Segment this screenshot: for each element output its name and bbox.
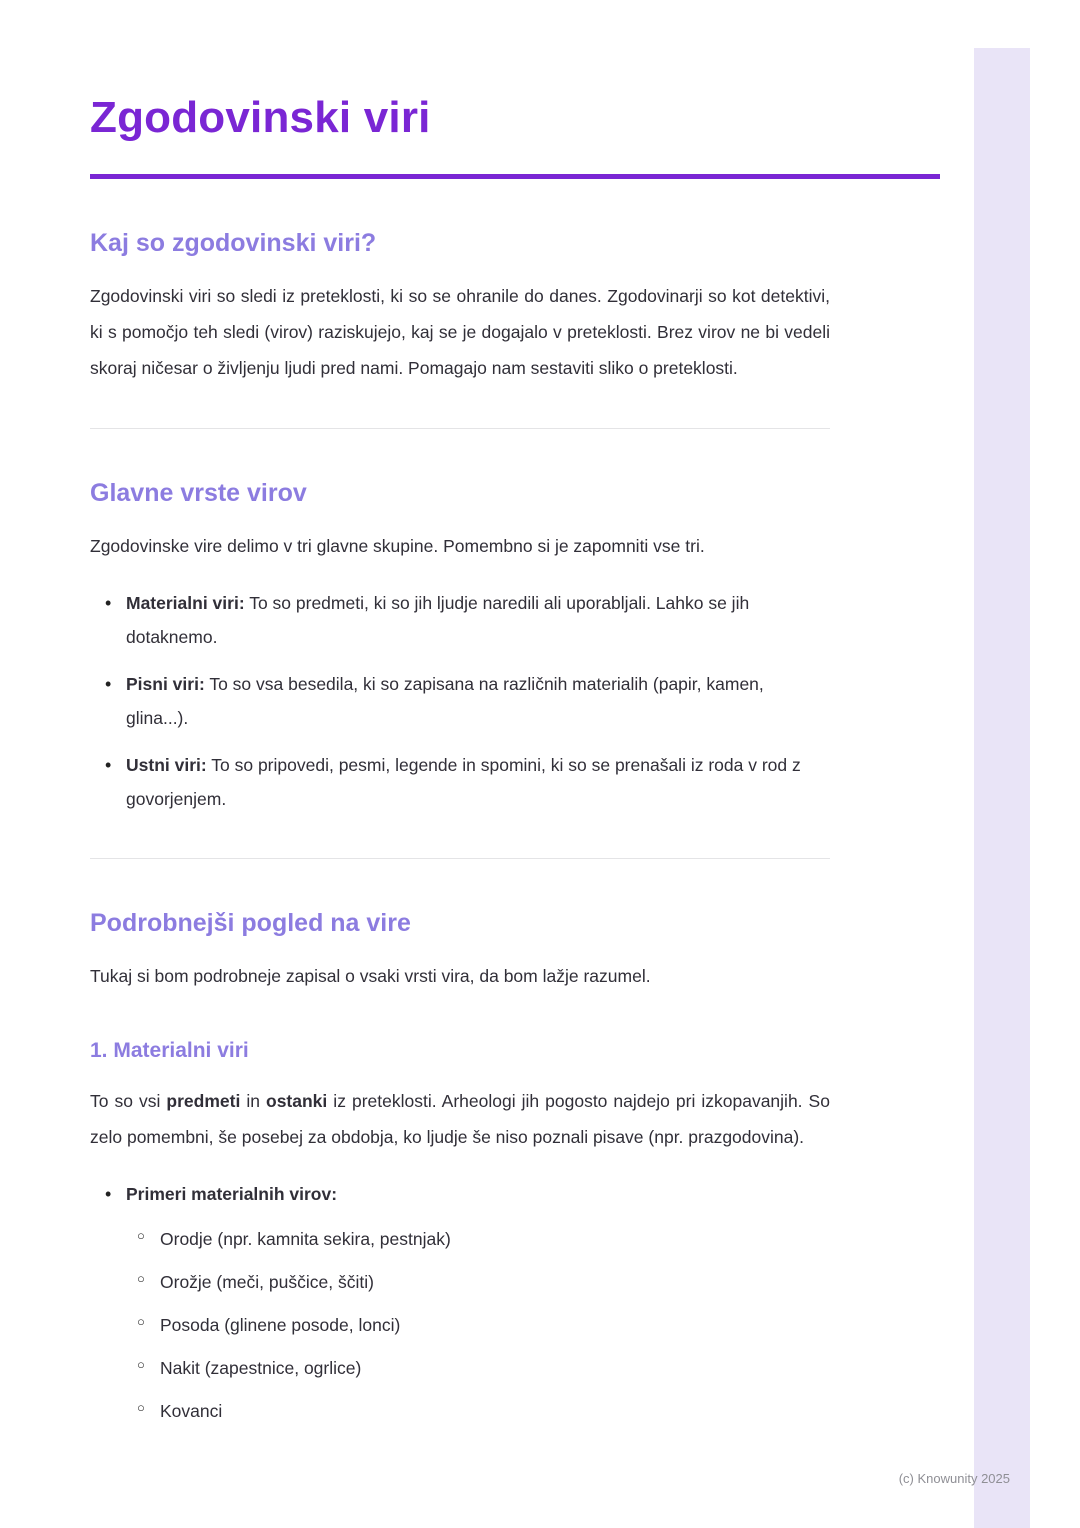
examples-outer-list — [90, 1177, 830, 1425]
section-detail — [90, 909, 830, 1424]
source-types-list — [90, 586, 830, 817]
section-types — [90, 479, 830, 817]
section-intro — [90, 229, 830, 386]
sub-list-item: ○ Orožje (meči, puščice, ščiti) — [160, 1268, 830, 1296]
section-divider — [90, 858, 830, 859]
copyright-footer: (c) Knowunity 2025 — [898, 1471, 1010, 1486]
section-intro-heading: Kaj so zgodovinski viri? — [90, 228, 377, 257]
sub-list-item: ○ Nakit (zapestnice, ogrlice) — [160, 1354, 830, 1382]
sub-list-item: ○ Kovanci — [160, 1397, 830, 1425]
section-intro-body: Zgodovinski viri so sledi iz preteklosti, ki so se ohranile do danes. Zgodovinarji so kot detektivi, ki s pomočjo teh sledi (virov) raziskujejo, kaj se je dogajalo v preteklosti. Brez virov ne bi vedeli skoraj ničesar o življenju ljudi pred nami. Pomagajo nam sestaviti sliko o preteklosti. — [90, 285, 830, 378]
examples-lead-item — [126, 1177, 830, 1425]
decorative-side-band — [974, 48, 1030, 1528]
document-page — [90, 0, 830, 1425]
sub-list-item: ○ Posoda (glinene posode, lonci) — [160, 1311, 830, 1339]
section-divider — [90, 428, 830, 429]
title-underline-rule — [90, 174, 940, 179]
section-detail-heading: Podrobnejši pogled na vire — [90, 909, 411, 938]
section-detail-body: Tukaj si bom podrobneje zapisal o vsaki vrsti vira, da bom lažje razumel. — [90, 966, 651, 987]
section-types-heading: Glavne vrste virov — [90, 478, 307, 507]
sub-list-item: ○ Orodje (npr. kamnita sekira, pestnjak) — [160, 1225, 830, 1253]
page-title: Zgodovinski viri — [90, 93, 431, 142]
list-item: • Pisni viri: To so vsa besedila, ki so zapisana na različnih materialih (papir, kamen, glina...). — [126, 667, 830, 735]
section-types-body: Zgodovinske vire delimo v tri glavne skupine. Pomembno si je zapomniti vse tri. — [90, 535, 705, 556]
subsection-material-body: To so vsi predmeti in ostanki iz preteklosti. Arheologi jih pogosto najdejo pri izkopavanjih. So zelo pomembni, še posebej za obdobja, ko ljudje še niso poznali pisave (npr. prazgodovina). — [90, 1090, 830, 1147]
subsection-material-heading: 1. Materialni viri — [90, 1038, 249, 1062]
examples-lead-label: Primeri materialnih virov: — [126, 1183, 338, 1204]
list-item: • Ustni viri: To so pripovedi, pesmi, legende in spomini, ki so se prenašali iz roda v rod z govorjenjem. — [126, 748, 830, 816]
examples-sub-list — [126, 1225, 830, 1425]
list-item: • Materialni viri: To so predmeti, ki so jih ljudje naredili ali uporabljali. Lahko se jih dotaknemo. — [126, 586, 830, 654]
